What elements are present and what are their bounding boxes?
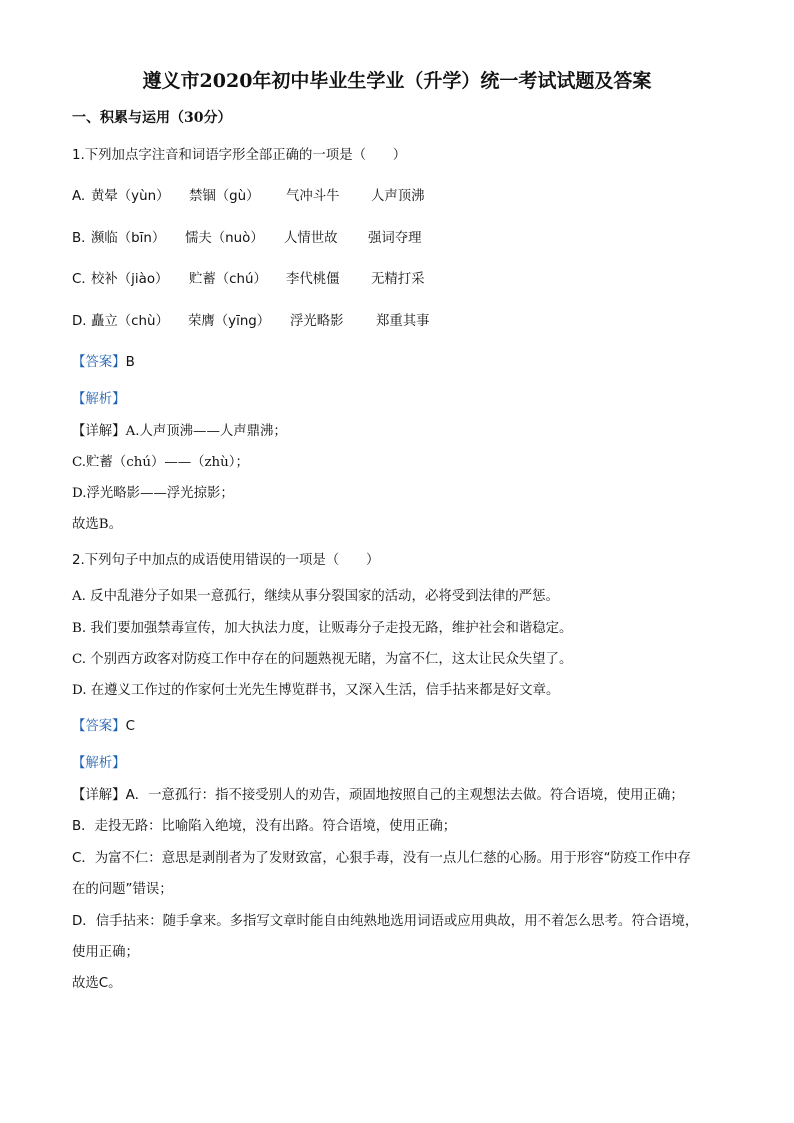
q1-analysis-line: C.贮蓄（chú）——（zhù）；: [72, 455, 249, 470]
q2-option-c: C. 个别西方政客对防疫工作中存在的问题熟视无睹，为富不仁，这太让民众失望了。: [72, 652, 573, 667]
q1-analysis-line: 故选B。: [72, 517, 123, 532]
q2-option-d: D. 在遵义工作过的作家何士光先生博览群书，又深入生活，信手拈来都是好文章。: [72, 683, 560, 698]
q1-stem: 1.下列加点字注音和词语字形全部正确的一项是（ ）: [72, 148, 407, 163]
detail-tag: 【详解】: [72, 788, 126, 803]
option-item: 强词夺理: [368, 231, 422, 246]
section-heading: 一、积累与运用（30分）: [72, 110, 232, 126]
option-item: 荣膺（yīng）: [188, 314, 271, 329]
answer-tag: 【答案】: [72, 355, 126, 370]
q2-analysis-line: C．为富不仁：意思是剥削者为了发财致富，心狠手毒，没有一点儿仁慈的心肠。用于形容“防疫工作中存: [72, 851, 691, 866]
q1-analysis-line: [72, 423, 287, 441]
q1-analysis-line: D.浮光略影——浮光掠影；: [72, 486, 234, 501]
q2-option-b: B. 我们要加强禁毒宣传，加大执法力度，让贩毒分子走投无路，维护社会和谐稳定。: [72, 621, 573, 636]
q2-analysis-line: 故选C。: [72, 976, 122, 991]
q1-option-c: [72, 271, 425, 289]
q2-option-a: A. 反中乱港分子如果一意孤行，继续从事分裂国家的活动，必将受到法律的严惩。: [72, 589, 559, 604]
option-item: 浮光略影: [290, 314, 344, 329]
q2-analysis-line: [72, 787, 684, 805]
q2-analysis-tag: [72, 755, 126, 773]
option-label: A.: [72, 189, 86, 204]
q1-option-a: [72, 188, 425, 206]
analysis-text: A.人声顶沸——人声鼎沸；: [125, 424, 287, 439]
option-label: B.: [72, 231, 86, 246]
q1-answer: [72, 354, 135, 372]
answer-tag: 【答案】: [72, 719, 126, 734]
q2-analysis-line: D．信手拈来：随手拿来。多指写文章时能自由纯熟地选用词语或应用典故，用不着怎么思考。符合语境，: [72, 914, 699, 929]
analysis-tag: 【解析】: [72, 392, 126, 407]
option-item: 无精打采: [371, 272, 425, 287]
option-item: 郑重其事: [376, 314, 430, 329]
option-item: 懦夫（nuò）: [185, 231, 264, 246]
q2-answer: [72, 718, 135, 736]
option-item: 校补（jiào）: [91, 272, 169, 287]
option-label: D.: [72, 314, 87, 329]
analysis-tag: 【解析】: [72, 756, 126, 771]
option-item: 黄晕（yùn）: [91, 189, 170, 204]
option-item: 人情世故: [284, 231, 338, 246]
option-item: 贮蓄（chú）: [189, 272, 267, 287]
option-label: C.: [72, 272, 86, 287]
analysis-text: A．一意孤行：指不接受别人的劝告，顽固地按照自己的主观想法去做。符合语境，使用正确；: [125, 788, 684, 803]
option-item: 禁锢（gù）: [189, 189, 260, 204]
q1-analysis-tag: [72, 391, 126, 409]
answer-value: C: [125, 719, 135, 734]
option-item: 李代桃僵: [286, 272, 340, 287]
q2-analysis-line: 在的问题”错误；: [72, 882, 173, 897]
q1-option-d: [72, 313, 430, 331]
option-item: 人声顶沸: [371, 189, 425, 204]
option-item: 矗立（chù）: [91, 314, 169, 329]
q2-stem: 2.下列句子中加点的成语使用错误的一项是（ ）: [72, 553, 380, 568]
option-item: 濒临（bīn）: [91, 231, 166, 246]
q2-analysis-line: 使用正确；: [72, 945, 139, 960]
q2-analysis-line: B．走投无路：比喻陷入绝境，没有出路。符合语境，使用正确；: [72, 819, 457, 834]
page-title: 遵义市2020年初中毕业生学业（升学）统一考试试题及答案: [142, 70, 652, 92]
option-item: 气冲斗牛: [286, 189, 340, 204]
answer-value: B: [125, 355, 135, 370]
detail-tag: 【详解】: [72, 424, 126, 439]
q1-option-b: [72, 230, 422, 248]
